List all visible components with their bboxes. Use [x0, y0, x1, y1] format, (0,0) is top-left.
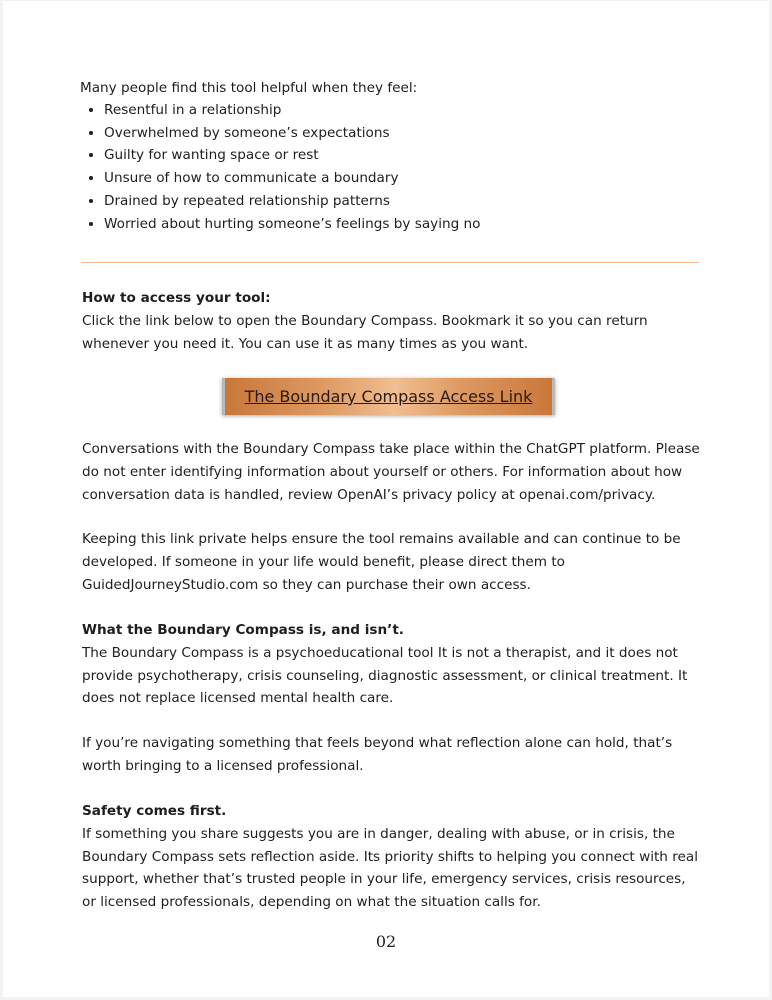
professional-paragraph: If you’re navigating something that feels beyond what reflection alone can hold, that’s worth bringing to a licensed professional.	[82, 735, 673, 774]
sharing-paragraph: Keeping this link private helps ensure the tool remains available and can continue to be developed. If someone in your life would benefit, please direct them to GuidedJourneyStudio.com so they can purchase their own access.	[82, 531, 681, 593]
professional-note	[82, 732, 702, 778]
about-paragraph: The Boundary Compass is a psychoeducational tool It is not a therapist, and it does not provide psychotherapy, crisis counseling, diagnostic assessment, or clinical treatment. It does not replace licensed mental health care.	[82, 644, 688, 707]
list-item: • Unsure of how to communicate a boundary	[104, 167, 481, 190]
access-heading: How to access your tool:	[82, 290, 271, 306]
section-divider	[81, 262, 699, 263]
feelings-list	[80, 99, 481, 235]
privacy-note	[82, 438, 702, 506]
list-item: • Guilty for wanting space or rest	[104, 144, 481, 167]
access-link-container	[222, 378, 555, 415]
intro-lead: Many people find this tool helpful when they feel:	[80, 80, 418, 96]
privacy-paragraph: Conversations with the Boundary Compass take place within the ChatGPT platform. Please do not enter identifying information about yourself or others. For information about how conversation data is handled, review OpenAI’s privacy policy at openai.com/privacy.	[82, 441, 700, 503]
access-section	[82, 287, 702, 355]
safety-paragraph: If something you share suggests you are in danger, dealing with abuse, or in crisis, the Boundary Compass sets reflection aside. Its priority shifts to helping you connect with real support, whether that’s trusted people in your life, emergency services, crisis resources, or licensed professionals, depending on what the situation calls for.	[82, 825, 698, 911]
list-item: • Overwhelmed by someone’s expectations	[104, 122, 481, 145]
list-item: • Worried about hurting someone’s feelings by saying no	[104, 213, 481, 236]
safety-heading: Safety comes first.	[82, 803, 227, 819]
intro-block	[80, 77, 481, 235]
about-section	[82, 619, 702, 710]
sharing-note	[82, 528, 702, 596]
safety-section	[82, 800, 702, 914]
list-item: • Resentful in a relationship	[104, 99, 481, 122]
document-page	[3, 1, 769, 997]
page-number: 02	[375, 932, 397, 951]
about-heading: What the Boundary Compass is, and isn’t.	[82, 622, 404, 638]
list-item: • Drained by repeated relationship patterns	[104, 190, 481, 213]
access-link-button[interactable]: The Boundary Compass Access Link	[222, 378, 555, 415]
access-body: Click the link below to open the Boundary Compass. Bookmark it so you can return whenever you need it. You can use it as many times as you want.	[82, 312, 648, 352]
